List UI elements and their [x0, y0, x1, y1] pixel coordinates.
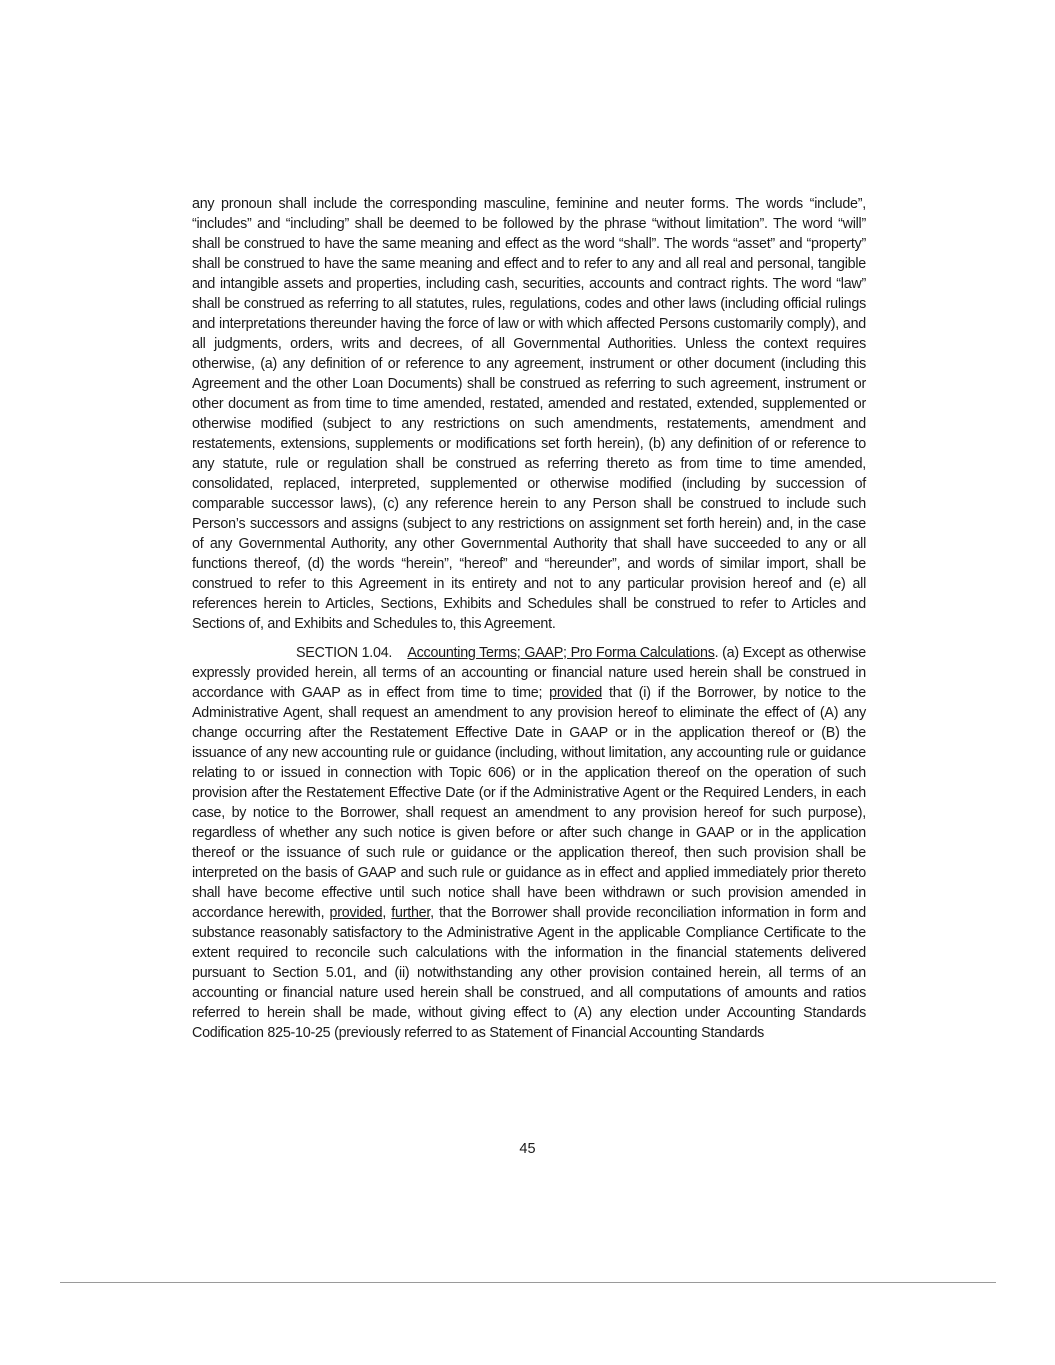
footer-divider: [60, 1282, 996, 1283]
provided-term-2: provided: [329, 905, 383, 921]
section-number: SECTION 1.04.: [296, 645, 393, 661]
section-heading: Accounting Terms; GAAP; Pro Forma Calculations: [407, 645, 715, 661]
section-text-part-2: that (i) if the Borrower, by notice to the Administrative Agent, shall request an amendment to any provision hereof to eliminate the effect of (A) any change occurring after the Restatement Effective Date in GAAP or in the application thereof or (B) the issuance of any new accounting rule or guidance (including, without limitation, any accounting rule or guidance relating to or issued in connection with Topic 606) or in the application thereof on the operation of such provision after the Restatement Effective Date (or if the Administrative Agent or the Required Lenders, in each case, by notice to the Borrower, shall request an amendment to any provision hereof for such purpose), regardless of whether any such notice is given before or after such change in GAAP or in the application thereof or the issuance of such rule or guidance or the application thereof, then such provision shall be interpreted on the basis of GAAP and such rule or guidance as in effect and applied immediately prior thereto shall have become effective until such notice shall have been withdrawn or such provision amended in accordance herewith,: [192, 685, 867, 921]
further-term: further: [391, 905, 431, 921]
provided-term: provided: [549, 685, 603, 701]
interpretation-paragraph: any pronoun shall include the corresponding masculine, feminine and neuter forms. The words “include”, “includes” and “including” shall be deemed to be followed by the phrase “without limitation”. The word “will” shall be construed to have the same meaning and effect as the word “shall”. The words “asset” and “property” shall be construed to have the same meaning and effect and to refer to any and all real and personal, tangible and intangible assets and properties, including cash, securities, accounts and contract rights. The word “law” shall be construed as referring to all statutes, rules, regulations, codes and other laws (including official rulings and interpretations thereunder having the force of law or with which affected Persons customarily comply), and all judgments, orders, writs and decrees, of all Governmental Authorities. Unless the context requires otherwise, (a) any definition of or reference to any agreement, instrument or other document (including this Agreement and the other Loan Documents) shall be construed as referring to such agreement, instrument or other document as from time to time amended, restated, amended and restated, extended, supplemented or otherwise modified (subject to any restrictions on such amendments, restatements, amendment and restatements, extensions, supplements or modifications set forth herein), (b) any definition of or reference to any statute, rule or regulation shall be construed as referring thereto as from time to time amended, consolidated, replaced, interpreted, supplemented or otherwise modified (including by succession of comparable successor laws), (c) any reference herein to any Person shall be construed to include such Person’s successors and assigns (subject to any restrictions on assignment set forth herein) and, in the case of any Governmental Authority, any other Governmental Authority that shall have succeeded to any or all functions thereof, (d) the words “herein”, “hereof” and “hereunder”, and words of similar import, shall be construed to refer to this Agreement in its entirety and not to any particular provision hereof and (e) all references herein to Articles, Sections, Exhibits and Schedules shall be construed to refer to Articles and Sections of, and Exhibits and Schedules to, this Agreement.: [192, 196, 866, 632]
section-text-part-1: . (a) Except as otherwise expressly provided herein, all terms of an accounting or financial nature used herein shall be construed in accordance with GAAP as in effect from time to time;: [192, 645, 866, 701]
section-1-04-paragraph: [192, 643, 866, 1043]
page-body: [192, 194, 866, 1043]
section-text-part-3: , that the Borrower shall provide reconciliation information in form and substance reasonably satisfactory to the Administrative Agent in the applicable Compliance Certificate to the extent required to reconcile such calculations with the information in the financial statements delivered pursuant to Section 5.01, and (ii) notwithstanding any other provision contained herein, all terms of an accounting or financial nature used herein shall be construed, and all computations of amounts and ratios referred to herein shall be made, without giving effect to (A) any election under Accounting Standards Codification 825-10-25 (previously referred to as Statement of Financial Accounting Standards: [192, 905, 867, 1041]
separator-comma: ,: [382, 905, 392, 921]
page-number: 45: [519, 1141, 536, 1157]
